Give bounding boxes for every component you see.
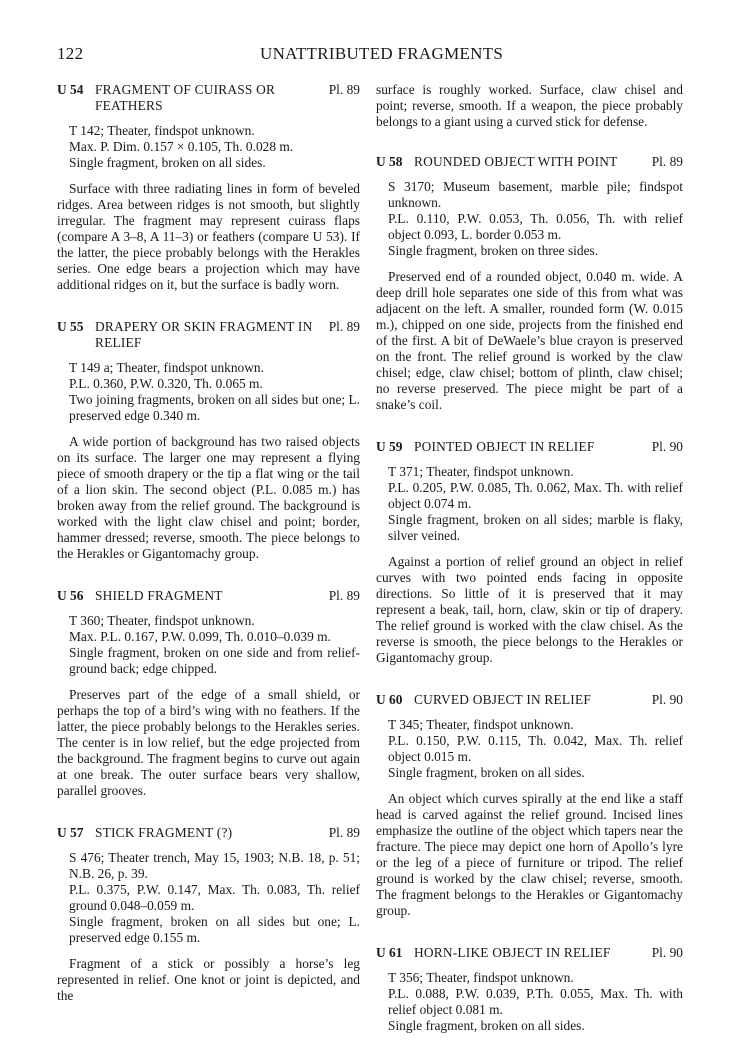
dimensions-line: Max. P.L. 0.167, P.W. 0.099, Th. 0.010–0.039 m. <box>69 629 331 644</box>
entry-description: Surface with three radiating lines in form of beveled ridges. Area between ridges is not smooth, but slightly irregular. The fragment may represent cuirass flaps (compare A 3–8, A 11–3) or feathers (compare U 53). If the latter, the piece probably belongs with the Herakles series. One edge bears a projection which may have additional ridges on it, but the surface is badly worn. <box>57 181 360 292</box>
entry-description: Preserved end of a rounded object, 0.040 m. wide. A deep drill hole separates one side of this from what was adjacent on the left. A smaller, rounded form (W. 0.015 m.), chipped on one side, projects from the finished end of the first. A bit of DeWaele’s blue crayon is preserved on the front. The relief ground is worked by the claw chisel; edge, claw chisel; bottom of plinth, claw chisel; no reverse preserved. The piece might be part of a snake’s coil. <box>376 269 683 412</box>
inventory-line: T 356; Theater, findspot unknown. <box>388 970 574 985</box>
dimensions-line: Max. P. Dim. 0.157 × 0.105, Th. 0.028 m. <box>69 139 294 154</box>
catalog-data <box>376 970 683 1034</box>
entry-u60 <box>376 692 683 919</box>
condition-line: Single fragment, broken on all sides but one; L. preserved edge 0.155 m. <box>69 914 360 945</box>
condition-line: Two joining fragments, broken on all sides but one; L. preserved edge 0.340 m. <box>69 392 361 423</box>
dimensions-line: P.L. 0.205, P.W. 0.085, Th. 0.062, Max. Th. with relief object 0.074 m. <box>388 480 683 511</box>
condition-line: Single fragment, broken on all sides; marble is flaky, silver veined. <box>388 512 683 543</box>
entry-title: STICK FRAGMENT (?) <box>95 825 233 840</box>
plate-reference: Pl. 89 <box>328 825 360 840</box>
left-column <box>57 82 360 1030</box>
running-title: UNATTRIBUTED FRAGMENTS <box>260 44 504 63</box>
plate-reference: Pl. 90 <box>651 692 683 707</box>
page-number: 122 <box>57 44 84 63</box>
condition-line: Single fragment, broken on one side and from relief-ground back; edge chipped. <box>69 645 360 676</box>
entry-title: SHIELD FRAGMENT <box>95 588 223 603</box>
entry-number: U 55 <box>57 319 84 334</box>
entry-number: U 59 <box>376 439 403 454</box>
dimensions-line: P.L. 0.360, P.W. 0.320, Th. 0.065 m. <box>69 376 263 391</box>
condition-line: Single fragment, broken on three sides. <box>388 243 599 258</box>
entry-description: An object which curves spirally at the end like a staff head is carved against the relief ground. Incised lines emphasize the outline of the object which tapers near the fracture. The piece may depict one horn of Apollo’s lyre or the leg of a piece of furniture or tripod. The relief ground is worked by the claw chisel; reverse, smooth. The fragment belongs to the Herakles or Gigantomachy group. <box>376 791 683 918</box>
condition-line: Single fragment, broken on all sides. <box>69 155 266 170</box>
entry-u58 <box>376 154 683 413</box>
entry-title: FRAGMENT OF CUIRASS OR FEATHERS <box>95 82 276 113</box>
entry-u54 <box>57 82 360 293</box>
entry-heading <box>57 319 360 351</box>
inventory-line: T 149 a; Theater, findspot unknown. <box>69 360 264 375</box>
catalog-data <box>57 123 360 171</box>
entry-description: Fragment of a stick or possibly a horse’s leg represented in relief. One knot or joint is depicted, and the <box>57 956 360 1003</box>
entry-number: U 58 <box>376 154 403 169</box>
inventory-line: S 3170; Museum basement, marble pile; findspot unknown. <box>388 179 683 210</box>
entry-description: A wide portion of background has two raised objects on its surface. The larger one may represent a flying piece of smooth drapery or the tip a flat wing or the tail of a lion skin. The second object (P.L. 0.085 m.) has broken away from the relief ground. The background is worked with the light claw chisel and point; border, hammer dressed; reverse, smooth. The piece belongs to the Herakles or Gigantomachy group. <box>57 434 360 561</box>
catalog-data <box>376 464 683 544</box>
entry-heading <box>57 825 360 841</box>
entry-description: Preserves part of the edge of a small shield, or perhaps the top of a bird’s wing with no feathers. If the latter, the piece probably belongs to the Herakles series. The center is in low relief, but the edge projected from the background. The fragment begins to curve out again at one break. The outer surface bears very shallow, parallel grooves. <box>57 687 360 798</box>
entry-heading <box>376 692 683 708</box>
dimensions-line: P.L. 0.110, P.W. 0.053, Th. 0.056, Th. with relief object 0.093, L. border 0.053 m. <box>388 211 683 242</box>
catalog-data <box>57 850 360 946</box>
continued-description: surface is roughly worked. Surface, claw chisel and point; reverse, smooth. If a weapon, the piece probably belongs to a giant using a curved stick for defense. <box>376 82 683 129</box>
inventory-line: T 142; Theater, findspot unknown. <box>69 123 255 138</box>
dimensions-line: P.L. 0.150, P.W. 0.115, Th. 0.042, Max. Th. relief object 0.015 m. <box>388 733 683 764</box>
entry-title: HORN-LIKE OBJECT IN RELIEF <box>414 945 611 960</box>
entry-heading <box>376 154 683 170</box>
plate-reference: Pl. 90 <box>651 439 683 454</box>
entry-description: Against a portion of relief ground an object in relief curves with two pointed ends facing in opposite directions. So little of it is preserved that it may represent a beak, tail, horn, claw, skin or tip of drapery. The relief ground is worked with the claw chisel. As the reverse is smooth, the piece belongs to the Herakles or Gigantomachy group. <box>376 554 683 665</box>
entry-title: POINTED OBJECT IN RELIEF <box>414 439 595 454</box>
entry-heading <box>57 82 360 114</box>
entry-number: U 60 <box>376 692 403 707</box>
catalog-data <box>376 179 683 259</box>
catalog-data <box>57 360 360 424</box>
inventory-line: T 371; Theater, findspot unknown. <box>388 464 574 479</box>
entry-heading <box>57 588 360 604</box>
entry-title: DRAPERY OR SKIN FRAGMENT IN RELIEF <box>95 319 313 350</box>
entry-u61 <box>376 945 683 1034</box>
entry-u57 <box>57 825 360 1004</box>
inventory-line: S 476; Theater trench, May 15, 1903; N.B. 18, p. 51; N.B. 26, p. 39. <box>69 850 360 881</box>
dimensions-line: P.L. 0.088, P.W. 0.039, P.Th. 0.055, Max. Th. with relief object 0.081 m. <box>388 986 683 1017</box>
catalog-data <box>376 717 683 781</box>
entry-number: U 57 <box>57 825 84 840</box>
entry-heading <box>376 945 683 961</box>
plate-reference: Pl. 89 <box>651 154 683 169</box>
entry-number: U 56 <box>57 588 84 603</box>
right-column <box>376 82 683 1060</box>
catalog-data <box>57 613 360 677</box>
condition-line: Single fragment, broken on all sides. <box>388 1018 585 1033</box>
entry-title: CURVED OBJECT IN RELIEF <box>414 692 591 707</box>
plate-reference: Pl. 89 <box>328 319 360 334</box>
entry-heading <box>376 439 683 455</box>
inventory-line: T 360; Theater, findspot unknown. <box>69 613 255 628</box>
entry-u59 <box>376 439 683 666</box>
plate-reference: Pl. 90 <box>651 945 683 960</box>
condition-line: Single fragment, broken on all sides. <box>388 765 585 780</box>
plate-reference: Pl. 89 <box>328 588 360 603</box>
entry-u56 <box>57 588 360 799</box>
entry-number: U 61 <box>376 945 403 960</box>
entry-title: ROUNDED OBJECT WITH POINT <box>414 154 618 169</box>
inventory-line: T 345; Theater, findspot unknown. <box>388 717 574 732</box>
entry-number: U 54 <box>57 82 84 97</box>
dimensions-line: P.L. 0.375, P.W. 0.147, Max. Th. 0.083, Th. relief ground 0.048–0.059 m. <box>69 882 360 913</box>
plate-reference: Pl. 89 <box>328 82 360 97</box>
entry-u55 <box>57 319 360 562</box>
